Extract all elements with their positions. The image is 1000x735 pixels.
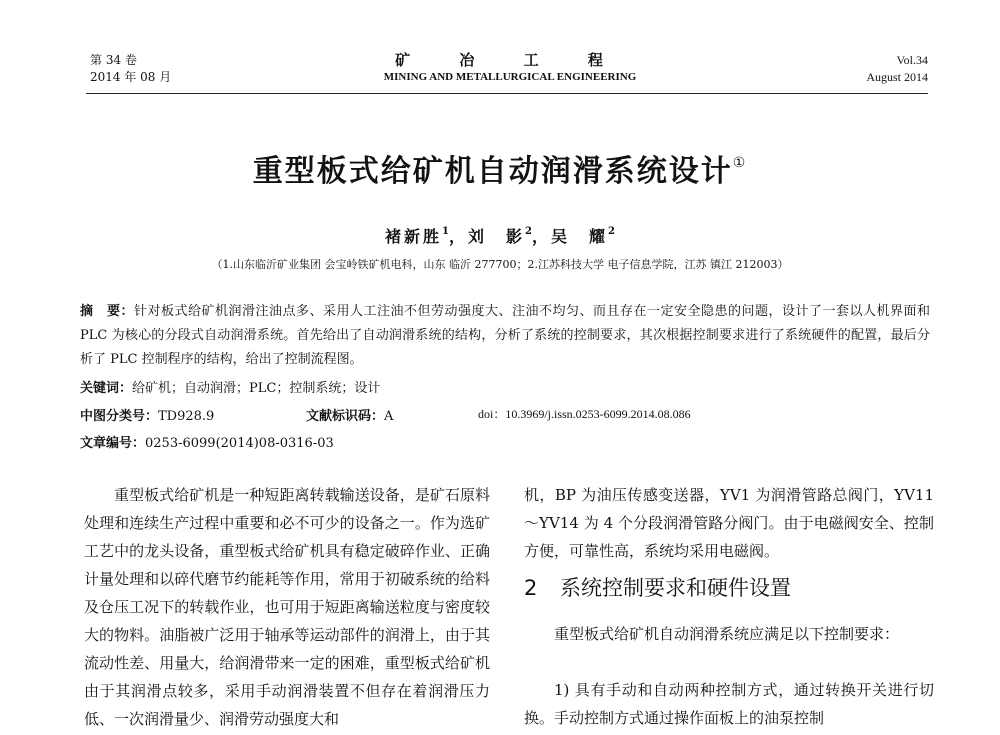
affiliation: （1.山东临沂矿业集团 会宝岭铁矿机电科，山东 临沂 277700；2.江苏科技大学 电子信息学院，江苏 镇江 212003）: [211, 258, 789, 271]
header-volume-date-en: [866, 52, 928, 86]
header-rule: [86, 93, 928, 94]
date-cn: 2014 年 08 月: [90, 70, 172, 84]
author-name: 刘 影: [468, 227, 526, 246]
document-code-label: 文献标识码：: [306, 409, 385, 424]
body-right-paragraph: 机，BP 为油压传感变送器，YV1 为润滑管路总阀门，YV11～YV14 为 4 个分段润滑管路分阀门。由于电磁阀安全、控制方便，可靠性高，系统均采用电磁阀。: [524, 486, 934, 560]
section-intro-paragraph: 重型板式给矿机自动润滑系统应满足以下控制要求：: [554, 625, 900, 643]
section-number: 2: [524, 576, 538, 600]
header-volume-date: [90, 52, 171, 86]
abstract-text: 针对板式给矿机润滑注油点多、采用人工注油不但劳动强度大、注油不均匀、而且存在一定安全隐患的问题，设计了一套以人机界面和 PLC 为核心的分段式自动润滑系统。首先给出了自动润滑系统的结构，分析了系统的控制要求，其次根据控制要求进行了系统硬件的配置，最后分析了 PLC 控制程序的结构，给出了控制流程图。: [80, 304, 930, 367]
section-heading: [524, 572, 791, 602]
author-separator: ，: [531, 227, 551, 246]
keywords-text: 给矿机；自动润滑；PLC；控制系统；设计: [132, 381, 381, 396]
article-number-text: 0253-6099(2014)08-0316-03: [145, 436, 334, 451]
author-affil-mark: 2: [608, 226, 615, 237]
keywords: [80, 377, 380, 396]
article-number: [80, 432, 334, 451]
author-affil-mark: 1: [442, 226, 449, 237]
doi: doi：10.3969/j.issn.0253-6099.2014.08.086: [478, 407, 691, 421]
document-code-text: A: [384, 409, 394, 424]
classification-text: TD928.9: [158, 409, 215, 424]
author-name: 吴 耀: [551, 227, 609, 246]
journal-name: [300, 50, 720, 85]
journal-cn: 矿 冶 工 程: [395, 51, 625, 69]
author-list: [0, 224, 1000, 247]
paper-title: [0, 146, 1000, 190]
volume-cn: 第 34 卷: [90, 53, 137, 67]
requirement-item-1: 1) 具有手动和自动两种控制方式，通过转换开关进行切换。手动控制方式通过操作面板上的油泵控制: [524, 681, 934, 727]
classification-label: 中图分类号：: [80, 409, 159, 424]
section-title: 系统控制要求和硬件设置: [560, 576, 791, 600]
abstract-label: 摘 要：: [80, 304, 134, 319]
volume-en: Vol.34: [896, 53, 928, 67]
title-text: 重型板式给矿机自动润滑系统设计: [252, 154, 733, 189]
author-name: 褚新胜: [385, 227, 443, 246]
classification-number: [80, 405, 214, 424]
keywords-label: 关键词：: [80, 381, 133, 396]
article-number-label: 文章编号：: [80, 436, 146, 451]
journal-en: MINING AND METALLURGICAL ENGINEERING: [383, 71, 637, 83]
document-code: [306, 405, 393, 424]
body-left-paragraph: 重型板式给矿机是一种短距离转载输送设备，是矿石原料处理和连续生产过程中重要和必不可少的设备之一。作为选矿工艺中的龙头设备，重型板式给矿机具有稳定破碎作业、正确计量处理和以碎代磨节约能耗等作用，常用于初破系统的给料及仓压工况下的转载作业，也可用于短距离输送粒度与密度较大的物料。油脂被广泛用于轴承等运动部件的润滑上，由于其流动性差、用量大，给润滑带来一定的困难，重型板式给矿机由于其润滑点较多，采用手动润滑装置不但存在着润滑压力低、一次润滑量少、润滑劳动强度大和: [84, 486, 490, 728]
date-en: August 2014: [866, 70, 928, 84]
author-separator: ，: [448, 227, 468, 246]
author-affil-mark: 2: [525, 226, 532, 237]
abstract: [80, 300, 930, 372]
title-footnote-mark: ①: [732, 155, 748, 171]
